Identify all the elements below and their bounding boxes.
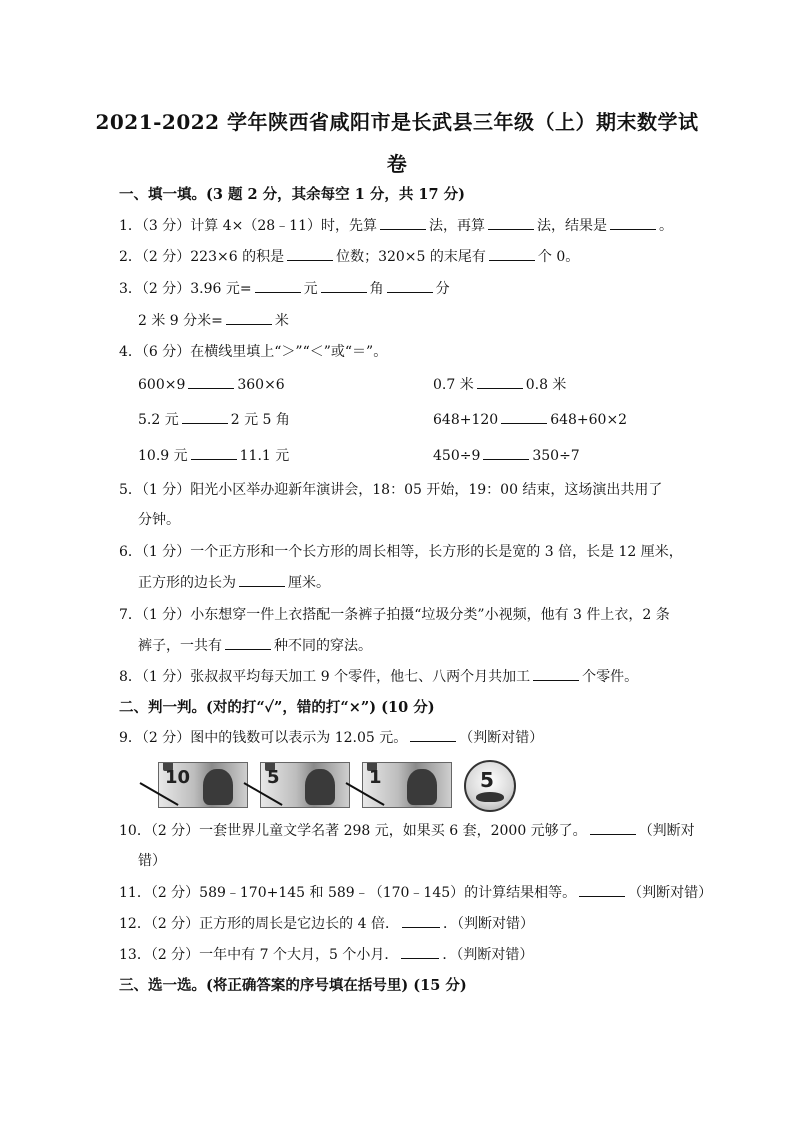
answer-blank[interactable] — [321, 280, 367, 293]
question-5: 5．（1 分）阳光小区举办迎新年演讲会，18：05 开始，19：00 结束，这场演出共用了 — [119, 482, 663, 498]
question-8 — [119, 668, 638, 686]
question-2-text: 2．（2 分）223×6 的积是 — [119, 249, 285, 265]
answer-blank[interactable] — [402, 915, 440, 928]
compare-item — [433, 411, 627, 429]
question-3-text-f: 米 — [274, 313, 289, 329]
question-10-text: 10．（2 分）一套世界儿童文学名著 298 元，如果买 6 套，2000 元够了。 — [119, 823, 587, 839]
answer-blank[interactable] — [488, 217, 534, 230]
question-7-text-b: 裤子，一共有 — [138, 638, 222, 654]
question-8-text: 8．（1 分）张叔叔平均每天加工 9 个零件，他七、八两个月共加工 — [119, 669, 531, 685]
question-6-text-b: 正方形的边长为 — [138, 575, 236, 591]
flower-icon — [476, 792, 504, 802]
answer-blank[interactable] — [533, 668, 579, 681]
question-3-text-e: 2 米 9 分米= — [138, 313, 223, 329]
question-13 — [119, 946, 533, 964]
question-10-line2: 错） — [138, 853, 166, 869]
question-9-judge: （判断对错） — [459, 730, 544, 746]
compare-left: 600×9 — [138, 377, 186, 393]
question-3-text: 3．（2 分）3.96 元= — [119, 281, 252, 297]
answer-blank[interactable] — [239, 574, 285, 587]
question-2 — [119, 248, 579, 266]
compare-left: 450÷9 — [433, 448, 481, 464]
compare-left: 10.9 元 — [138, 448, 188, 464]
document-title-line2: 卷 — [386, 152, 408, 176]
answer-blank[interactable] — [191, 447, 237, 460]
answer-blank[interactable] — [579, 884, 625, 897]
answer-blank[interactable] — [287, 248, 333, 261]
question-2-text-c: 个 0。 — [537, 249, 580, 265]
answer-blank[interactable] — [225, 637, 271, 650]
answer-blank[interactable] — [489, 248, 535, 261]
answer-blank[interactable] — [477, 376, 523, 389]
compare-item — [433, 376, 566, 394]
compare-right: 11.1 元 — [239, 448, 290, 464]
question-1-text-b: 法，再算 — [428, 218, 485, 234]
answer-blank[interactable] — [483, 447, 529, 460]
compare-item — [433, 447, 580, 465]
answer-blank[interactable] — [255, 280, 301, 293]
question-13-judge: ．（判断对错） — [442, 947, 534, 963]
question-11-judge: （判断对错） — [628, 885, 713, 901]
banknote-value: 5 — [267, 767, 280, 788]
question-8-text-b: 个零件。 — [582, 669, 639, 685]
question-6: 6．（1 分）一个正方形和一个长方形的周长相等，长方形的长是宽的 3 倍，长是 12 厘米， — [119, 544, 683, 560]
compare-right: 648+60×2 — [550, 412, 628, 428]
question-3-text-d: 分 — [435, 281, 450, 297]
portrait-icon — [407, 769, 437, 805]
question-3 — [119, 280, 450, 298]
compare-item — [138, 447, 289, 465]
answer-blank[interactable] — [380, 217, 426, 230]
answer-blank[interactable] — [188, 376, 234, 389]
question-5-line2: 分钟。 — [138, 512, 180, 528]
compare-left: 5.2 元 — [138, 412, 179, 428]
compare-right: 0.8 米 — [525, 377, 567, 393]
question-3-line2 — [138, 312, 289, 330]
banknote-value: 1 — [369, 767, 382, 788]
question-1-text-d: 。 — [658, 218, 673, 234]
question-7-line2 — [138, 637, 372, 655]
answer-blank[interactable] — [182, 411, 228, 424]
question-13-text: 13．（2 分）一年中有 7 个大月，5 个小月． — [119, 947, 399, 963]
question-1 — [119, 217, 673, 235]
coin-value: 5 — [480, 768, 494, 792]
question-12 — [119, 915, 534, 933]
answer-blank[interactable] — [590, 822, 636, 835]
portrait-icon — [305, 769, 335, 805]
question-3-text-c: 角 — [369, 281, 384, 297]
question-9-text: 9．（2 分）图中的钱数可以表示为 12.05 元。 — [119, 730, 408, 746]
compare-item — [138, 411, 290, 429]
question-7: 7．（1 分）小东想穿一件上衣搭配一条裤子拍摄“垃圾分类”小视频，他有 3 件上衣，2 条 — [119, 607, 670, 623]
question-9 — [119, 729, 543, 747]
compare-left: 648+120 — [433, 412, 499, 428]
question-1-text-c: 法，结果是 — [536, 218, 607, 234]
question-6-text-c: 厘米。 — [288, 575, 330, 591]
answer-blank[interactable] — [501, 411, 547, 424]
question-3-text-b: 元 — [303, 281, 318, 297]
section-1-heading: 一、填一填。(3 题 2 分，其余每空 1 分，共 17 分) — [119, 186, 466, 203]
section-3-heading: 三、选一选。(将正确答案的序号填在括号里) (15 分) — [119, 977, 467, 994]
question-4-prompt: 4．（6 分）在横线里填上“＞”“＜”或“＝”。 — [119, 344, 388, 360]
compare-left: 0.7 米 — [433, 377, 474, 393]
question-11-text: 11．（2 分）589﹣170+145 和 589﹣（170﹣145）的计算结果相等。 — [119, 885, 577, 901]
question-10-judge: （判断对 — [638, 823, 695, 839]
question-10 — [119, 822, 695, 840]
question-12-text: 12．（2 分）正方形的周长是它边长的 4 倍． — [119, 916, 399, 932]
answer-blank[interactable] — [401, 946, 439, 959]
document-title-line1: 2021-2022 学年陕西省咸阳市是长武县三年级（上）期末数学试 — [95, 110, 699, 134]
answer-blank[interactable] — [226, 312, 272, 325]
section-2-heading: 二、判一判。(对的打“✓”，错的打“×”) (10 分) — [119, 699, 435, 716]
question-2-text-b: 位数；320×5 的末尾有 — [336, 249, 486, 265]
answer-blank[interactable] — [387, 280, 433, 293]
question-6-line2 — [138, 574, 330, 592]
answer-blank[interactable] — [610, 217, 656, 230]
banknote-value: 10 — [165, 767, 191, 788]
compare-right: 2 元 5 角 — [230, 412, 290, 428]
portrait-icon — [203, 769, 233, 805]
question-11 — [119, 884, 712, 902]
question-7-text-c: 种不同的穿法。 — [274, 638, 372, 654]
compare-right: 350÷7 — [532, 448, 580, 464]
money-figure — [140, 760, 520, 808]
coin-5-fen — [464, 760, 516, 812]
question-12-judge: ．（判断对错） — [442, 916, 534, 932]
compare-right: 360×6 — [237, 377, 285, 393]
answer-blank[interactable] — [410, 729, 456, 742]
question-1-text: 1．（3 分）计算 4×（28﹣11）时，先算 — [119, 218, 377, 234]
compare-item — [138, 376, 285, 394]
